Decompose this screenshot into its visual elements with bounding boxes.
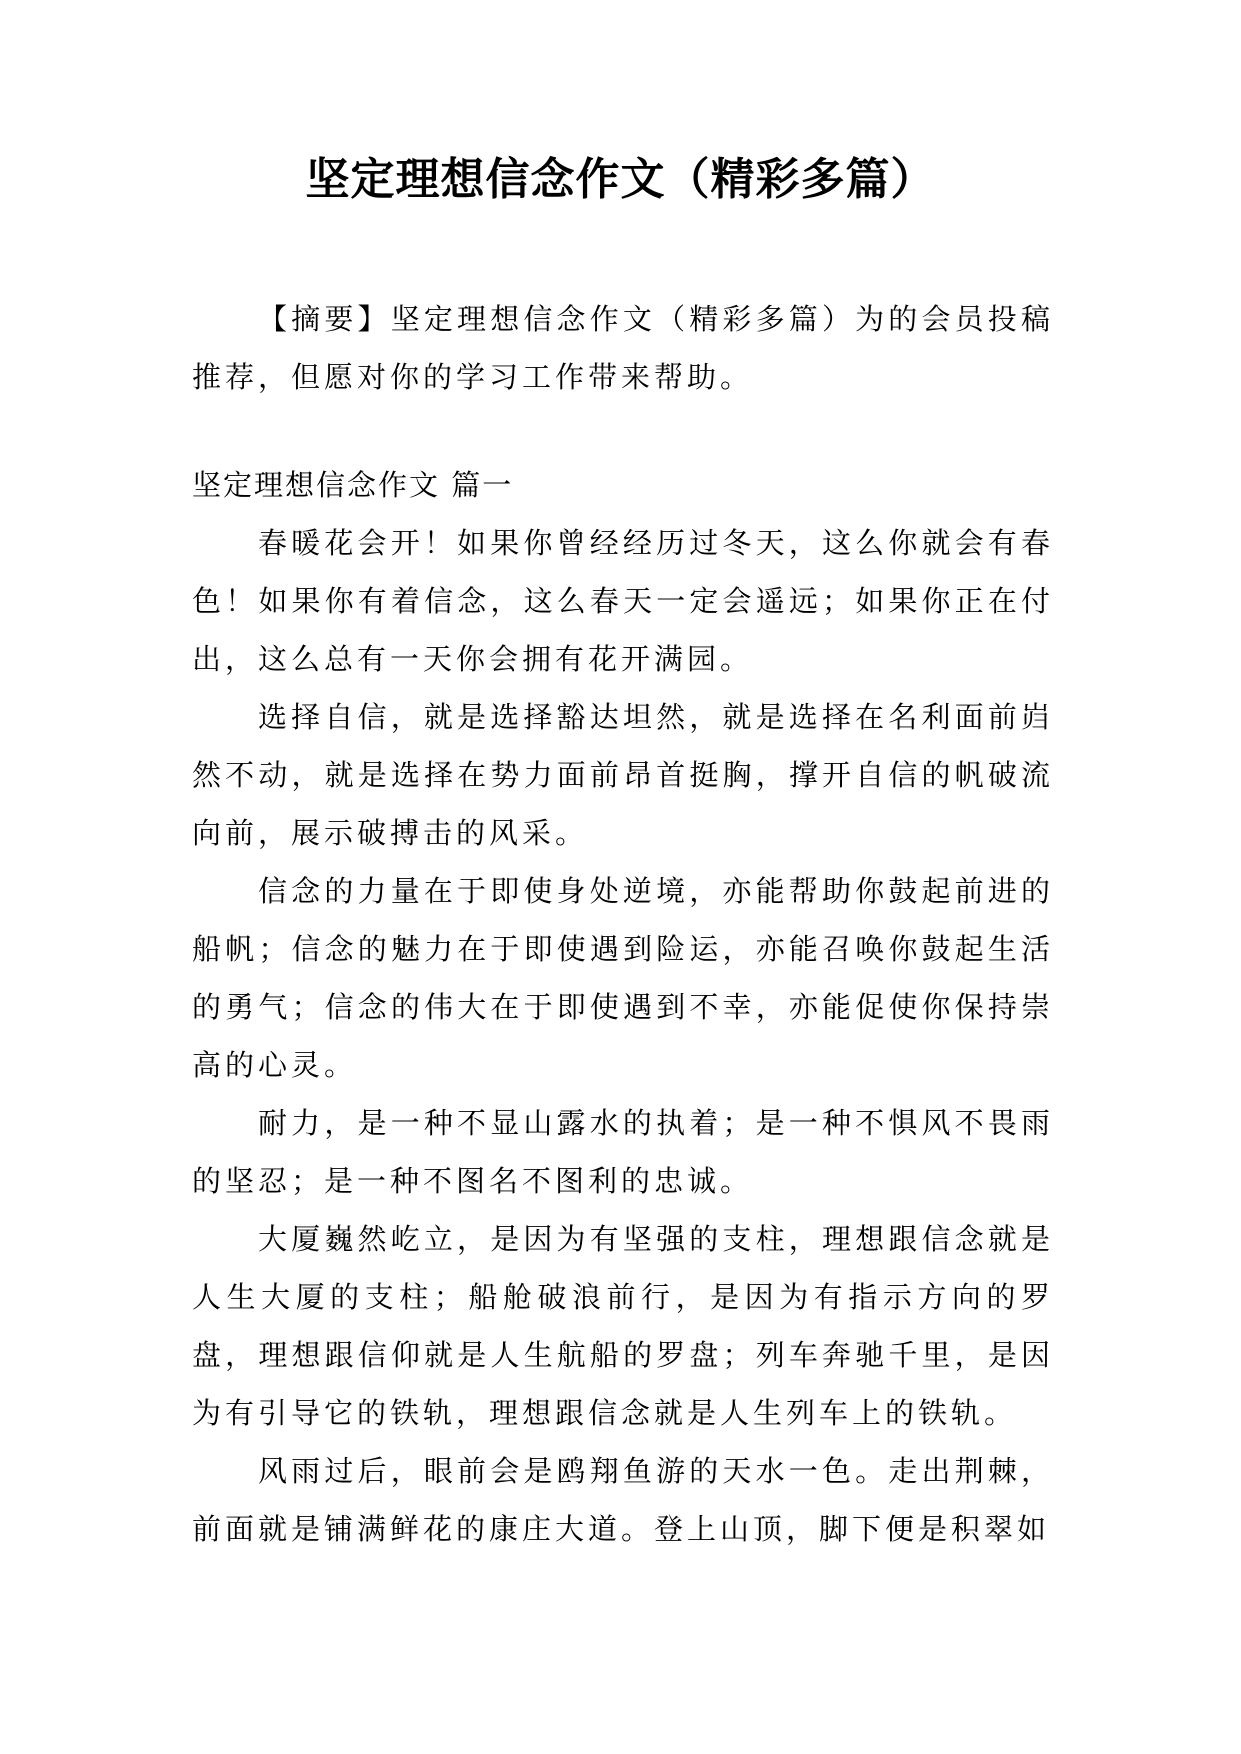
body-paragraph-1: 春暖花会开！如果你曾经经历过冬天，这么你就会有春色！如果你有着信念，这么春天一定会遥远；如果你正在付出，这么总有一天你会拥有花开满园。 (192, 526, 1054, 676)
abstract-paragraph: 【摘要】坚定理想信念作文（精彩多篇）为的会员投稿推荐，但愿对你的学习工作带来帮助。 (192, 302, 1054, 394)
section-heading: 坚定理想信念作文 篇一 (192, 468, 514, 502)
document-title: 坚定理想信念作文（精彩多篇） (305, 154, 936, 205)
body-paragraph-4: 耐力，是一种不显山露水的执着；是一种不惧风不畏雨的坚忍；是一种不图名不图利的忠诚。 (192, 1106, 1054, 1198)
body-paragraph-2: 选择自信，就是选择豁达坦然，就是选择在名利面前岿然不动，就是选择在势力面前昂首挺胸，撑开自信的帆破流向前，展示破搏击的风采。 (192, 700, 1054, 850)
body-paragraph-6: 风雨过后，眼前会是鸥翔鱼游的天水一色。走出荆棘，前面就是铺满鲜花的康庄大道。登上山顶，脚下便是积翠如 (192, 1454, 1054, 1546)
body-paragraph-3: 信念的力量在于即使身处逆境，亦能帮助你鼓起前进的船帆；信念的魅力在于即使遇到险运，亦能召唤你鼓起生活的勇气；信念的伟大在于即使遇到不幸，亦能促使你保持崇高的心灵。 (192, 874, 1054, 1082)
body-paragraph-5: 大厦巍然屹立，是因为有坚强的支柱，理想跟信念就是人生大厦的支柱；船舱破浪前行，是因为有指示方向的罗盘，理想跟信仰就是人生航船的罗盘；列车奔驰千里，是因为有引导它的铁轨，理想跟信念就是人生列车上的铁轨。 (192, 1222, 1054, 1430)
document-body (192, 290, 1054, 1558)
